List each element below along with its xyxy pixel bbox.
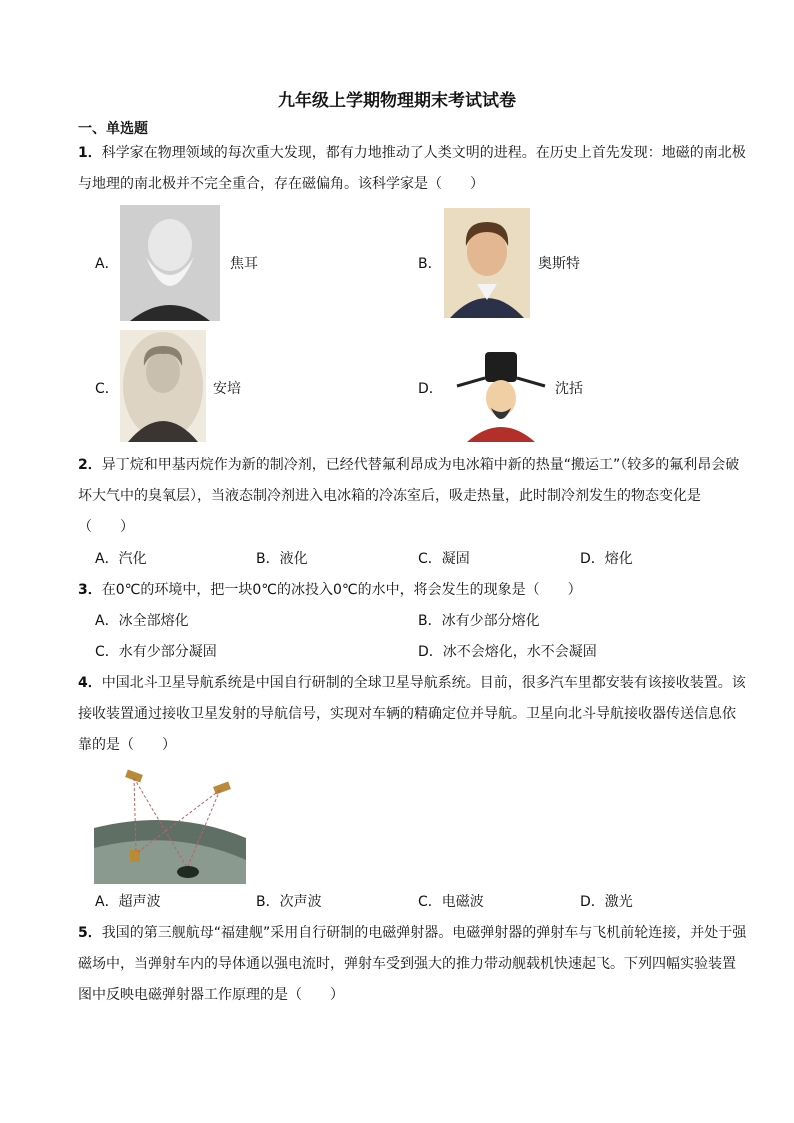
question-number: 3． bbox=[78, 582, 102, 598]
question-text: 我国的第三舰航母“福建舰”采用自行研制的电磁弹射器。电磁弹射器的弹射车与飞机前轮连接，并处于强磁场中，当弹射车内的导体通以强电流时，弹射车受到强大的推力带动舰载机快速起飞。下列四幅实验装置图中反映电磁弹射器工作原理的是（ ） bbox=[78, 925, 747, 1003]
portrait-ampere bbox=[120, 330, 206, 442]
question-1 bbox=[78, 138, 748, 200]
q2-option-d: D．熔化 bbox=[580, 551, 633, 567]
satellite-navigation-illustration bbox=[94, 768, 246, 884]
question-text: 中国北斗卫星导航系统是中国自行研制的全球卫星导航系统。目前，很多汽车里都安装有该接收装置。该接收装置通过接收卫星发射的导航信号，实现对车辆的精确定位并导航。卫星向北斗导航接收器传送信息依靠的是（ ） bbox=[78, 675, 746, 753]
q1-option-c-name: 安培 bbox=[213, 381, 241, 397]
question-text: 异丁烷和甲基丙烷作为新的制冷剂，已经代替氟利昂成为电冰箱中新的热量“搬运工”（较多的氟利昂会破坏大气中的臭氧层），当液态制冷剂进入电冰箱的冷冻室后，吸走热量，此时制冷剂发生的物态变化是（ ） bbox=[78, 457, 740, 535]
question-number: 4． bbox=[78, 675, 102, 691]
q4-option-b: B．次声波 bbox=[256, 894, 322, 910]
q1-option-d-name: 沈括 bbox=[555, 381, 583, 397]
q4-option-d: D．激光 bbox=[580, 894, 633, 910]
q2-option-c: C．凝固 bbox=[418, 551, 470, 567]
section-heading: 一、单选题 bbox=[78, 121, 148, 137]
portrait-shen-kuo bbox=[455, 346, 547, 442]
portrait-joule bbox=[120, 205, 220, 321]
q4-option-a: A．超声波 bbox=[95, 894, 161, 910]
page-title: 九年级上学期物理期末考试试卷 bbox=[278, 91, 516, 111]
q3-option-b: B．冰有少部分熔化 bbox=[418, 613, 540, 629]
q3-option-c: C．水有少部分凝固 bbox=[95, 644, 217, 660]
q1-option-a-name: 焦耳 bbox=[230, 256, 258, 272]
q3-option-a: A．冰全部熔化 bbox=[95, 613, 189, 629]
question-4 bbox=[78, 668, 748, 761]
question-number: 5． bbox=[78, 925, 102, 941]
q4-option-c: C．电磁波 bbox=[418, 894, 484, 910]
q1-option-b-letter: B． bbox=[418, 256, 442, 272]
q3-option-d: D．冰不会熔化，水不会凝固 bbox=[418, 644, 597, 660]
question-text: 在0℃的环境中，把一块0℃的冰投入0℃的水中，将会发生的现象是（ ） bbox=[101, 582, 582, 598]
q1-option-c-letter: C． bbox=[95, 381, 119, 397]
q2-option-b: B．液化 bbox=[256, 551, 308, 567]
portrait-oersted bbox=[444, 208, 530, 318]
q1-option-a-letter: A． bbox=[95, 256, 119, 272]
question-number: 2． bbox=[78, 457, 102, 473]
q1-option-d-letter: D． bbox=[418, 381, 443, 397]
question-2 bbox=[78, 450, 748, 543]
q1-option-b-name: 奥斯特 bbox=[538, 256, 580, 272]
question-number: 1． bbox=[78, 145, 102, 161]
q2-option-a: A．汽化 bbox=[95, 551, 147, 567]
question-5 bbox=[78, 918, 748, 1011]
question-3 bbox=[78, 575, 748, 606]
question-text: 科学家在物理领域的每次重大发现，都有力地推动了人类文明的进程。在历史上首先发现：地磁的南北极与地理的南北极并不完全重合，存在磁偏角。该科学家是（ ） bbox=[78, 145, 746, 192]
